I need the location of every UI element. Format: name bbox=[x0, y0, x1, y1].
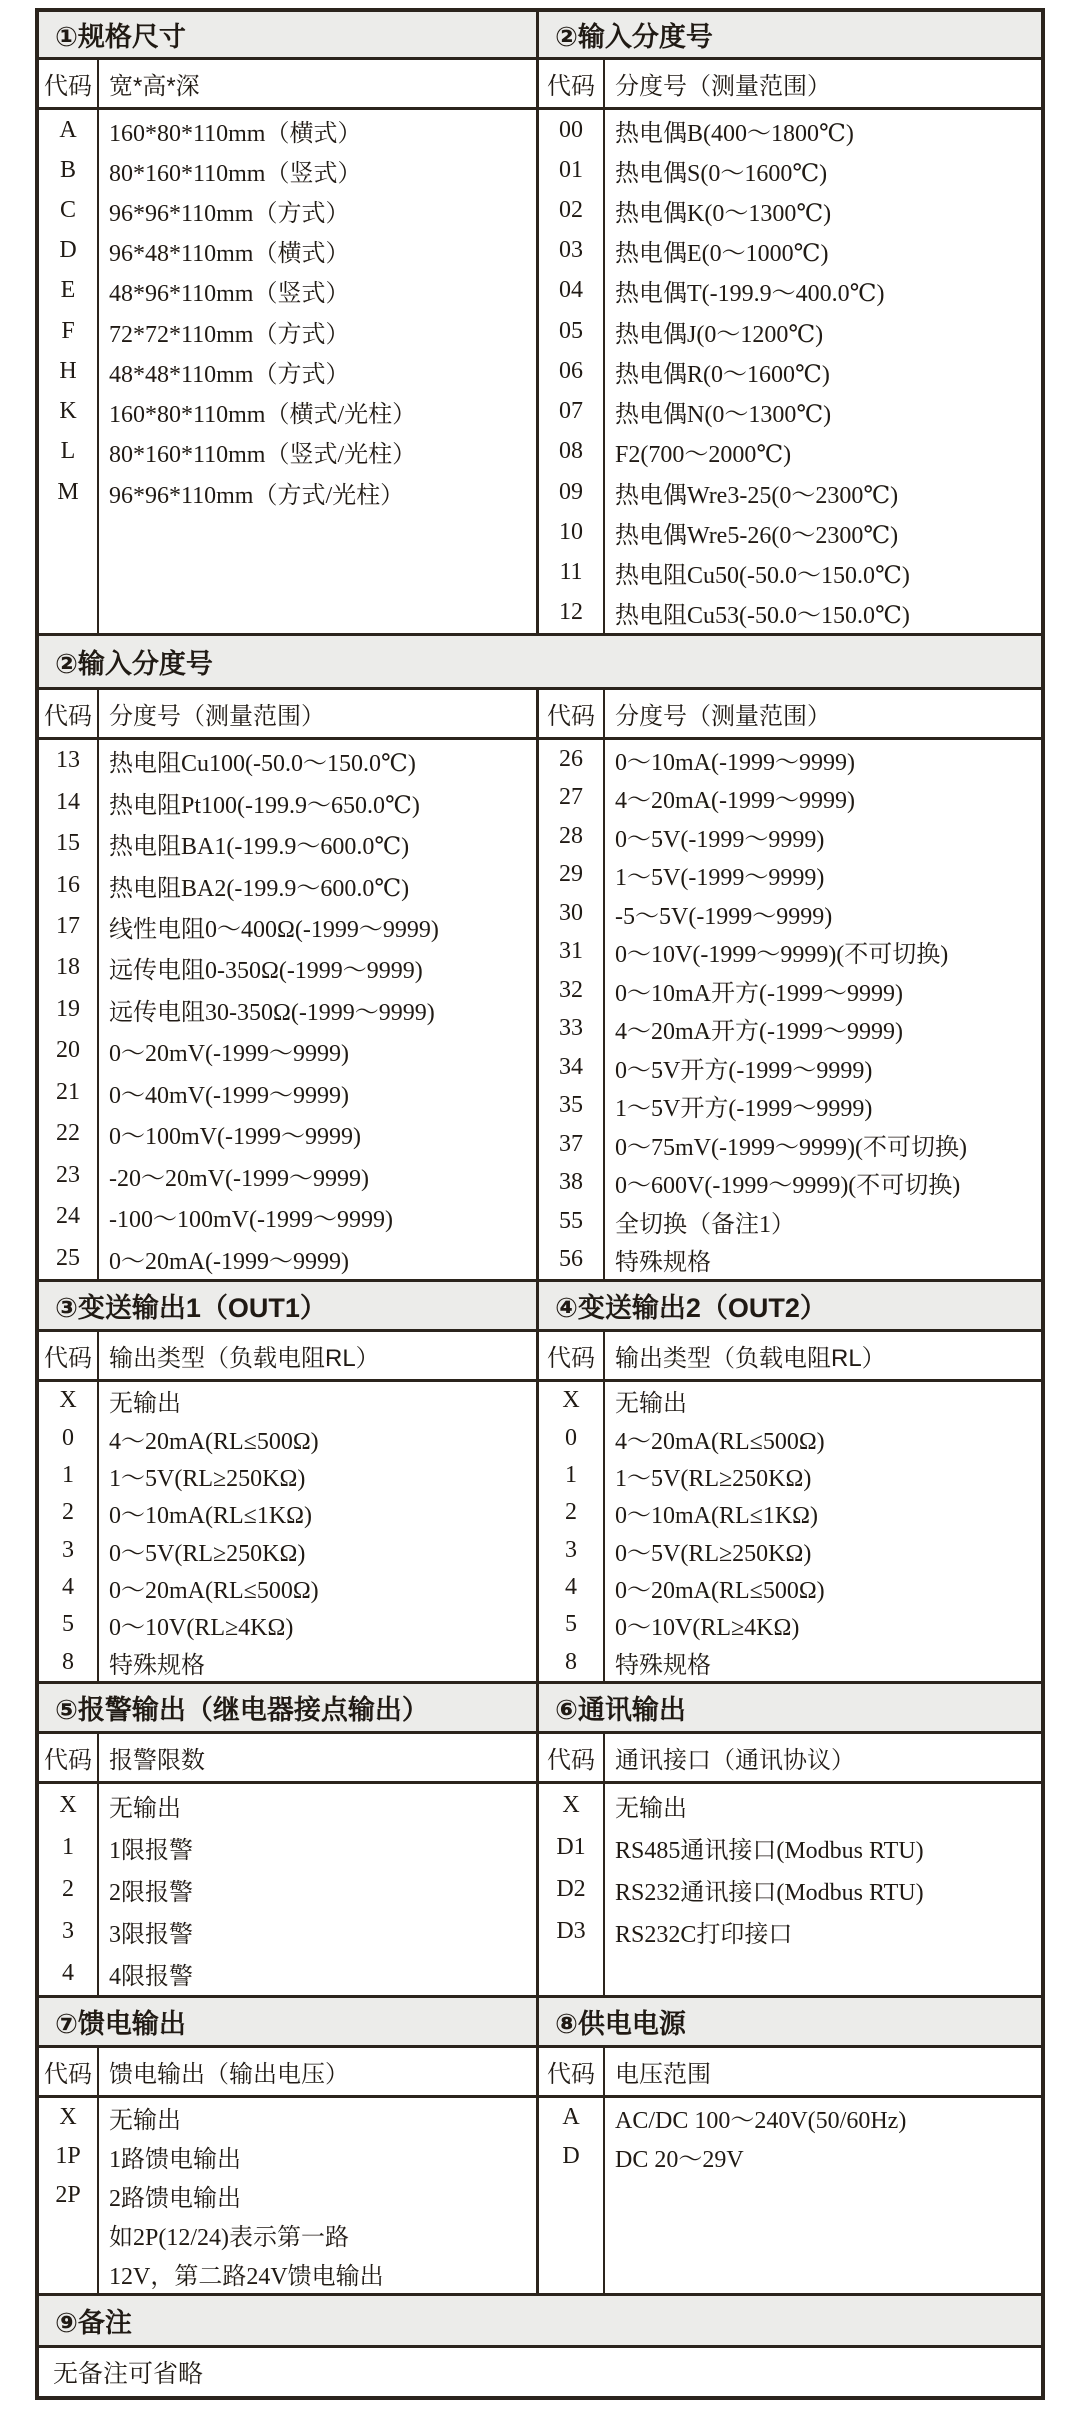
row-desc: 1限报警 bbox=[109, 1837, 193, 1864]
row-code: 06 bbox=[559, 357, 583, 384]
row-desc: 热电阻Cu100(-50.0～150.0℃) bbox=[109, 751, 416, 778]
row-desc: 热电偶T(-199.9～400.0℃) bbox=[615, 281, 885, 308]
code-column-header: 代码 bbox=[39, 60, 97, 110]
row-desc: 96*48*110mm（横式） bbox=[109, 241, 350, 268]
row-desc: 热电偶R(0～1600℃) bbox=[615, 361, 830, 388]
row-desc: 48*96*110mm（竖式） bbox=[109, 281, 350, 308]
code-column bbox=[39, 1332, 99, 1681]
desc-column bbox=[99, 690, 536, 1279]
row-code: 1 bbox=[62, 1833, 74, 1860]
column-filler bbox=[605, 2176, 1041, 2293]
row-code: M bbox=[57, 478, 79, 505]
row-desc: F2(700～2000℃) bbox=[615, 442, 792, 469]
row-code: B bbox=[59, 156, 76, 183]
row-code: 8 bbox=[565, 1648, 577, 1675]
row-code: X bbox=[562, 1791, 580, 1818]
row-code: 4 bbox=[565, 1574, 577, 1601]
row-code: 0 bbox=[62, 1424, 74, 1451]
row-code: 22 bbox=[56, 1120, 80, 1147]
table-half-left bbox=[39, 690, 539, 1279]
row-desc: 特殊规格 bbox=[109, 1652, 205, 1679]
row-desc: RS232通讯接口(Modbus RTU) bbox=[615, 1879, 924, 1906]
row-code: 2 bbox=[62, 1875, 74, 1902]
code-column bbox=[39, 690, 99, 1279]
row-desc: 热电偶N(0～1300℃) bbox=[615, 402, 832, 429]
code-column-header: 代码 bbox=[539, 60, 603, 110]
code-column-header: 代码 bbox=[39, 1332, 97, 1382]
code-column bbox=[539, 2048, 605, 2293]
row-desc: 热电偶E(0～1000℃) bbox=[615, 241, 829, 268]
row-desc: 0～10V(RL≥4KΩ) bbox=[615, 1615, 800, 1642]
desc-column bbox=[605, 2048, 1041, 2293]
row-desc: 96*96*110mm（方式/光柱） bbox=[109, 482, 405, 509]
section-9-split-header bbox=[39, 1998, 1041, 2048]
section-8-split-body bbox=[39, 1734, 1041, 1998]
section-header-right: ④变送输出2（OUT2） bbox=[539, 1282, 1041, 1329]
row-code: 23 bbox=[56, 1161, 80, 1188]
row-desc: 0～20mA(RL≤500Ω) bbox=[109, 1578, 319, 1605]
desc-column bbox=[605, 60, 1041, 633]
row-desc: 1～5V开方(-1999～9999) bbox=[615, 1096, 873, 1123]
row-desc: 全切换（备注1） bbox=[615, 1211, 795, 1238]
row-code: 34 bbox=[559, 1053, 583, 1080]
table-half-left bbox=[39, 60, 539, 633]
row-desc: AC/DC 100～240V(50/60Hz) bbox=[615, 2108, 907, 2134]
row-desc: 热电偶Wre5-26(0～2300℃) bbox=[615, 522, 899, 549]
row-code: X bbox=[59, 1387, 77, 1414]
row-desc: 热电阻BA2(-199.9～600.0℃) bbox=[109, 875, 410, 902]
row-desc: 3限报警 bbox=[109, 1922, 193, 1949]
row-code: 08 bbox=[559, 438, 583, 465]
row-desc: 12V，第二路24V馈电输出 bbox=[109, 2264, 384, 2290]
row-code: 56 bbox=[559, 1246, 583, 1273]
row-desc: 4～20mA开方(-1999～9999) bbox=[615, 1019, 903, 1046]
desc-column-header: 分度号（测量范围） bbox=[99, 690, 536, 740]
section-3-full-header bbox=[39, 636, 1041, 690]
row-desc: 无输出 bbox=[615, 1795, 687, 1822]
row-code: X bbox=[59, 1791, 77, 1818]
desc-column bbox=[605, 1734, 1041, 1995]
row-desc: 4～20mA(RL≤500Ω) bbox=[615, 1428, 825, 1455]
row-code: A bbox=[562, 2104, 580, 2130]
row-desc: 热电阻Pt100(-199.9～650.0℃) bbox=[109, 792, 420, 819]
row-code: 07 bbox=[559, 398, 583, 425]
row-code bbox=[39, 2215, 97, 2254]
row-desc: 1路馈电输出 bbox=[109, 2147, 241, 2173]
row-desc: 热电偶J(0～1200℃) bbox=[615, 321, 824, 348]
row-code: D2 bbox=[556, 1875, 586, 1902]
desc-column-header: 输出类型（负载电阻RL） bbox=[605, 1332, 1041, 1382]
row-desc: 热电偶S(0～1600℃) bbox=[615, 160, 828, 187]
row-desc: 线性电阻0～400Ω(-1999～9999) bbox=[109, 917, 439, 944]
table-half-right bbox=[539, 690, 1041, 1279]
row-desc: 0～20mV(-1999～9999) bbox=[109, 1041, 349, 1068]
row-desc: 0～100mV(-1999～9999) bbox=[109, 1124, 361, 1151]
section-4-split-body bbox=[39, 690, 1041, 1282]
code-column bbox=[39, 60, 99, 633]
section-10-split-body bbox=[39, 2048, 1041, 2296]
row-desc: 无输出 bbox=[615, 1391, 687, 1418]
row-desc: 160*80*110mm（横式/光柱） bbox=[109, 402, 417, 429]
section-header-right: ⑧供电电源 bbox=[539, 1998, 1041, 2045]
section-header-full: ②输入分度号 bbox=[39, 636, 1041, 687]
row-desc: 96*96*110mm（方式） bbox=[109, 201, 350, 228]
row-desc: RS232C打印接口 bbox=[615, 1922, 793, 1949]
section-11-full-header bbox=[39, 2296, 1041, 2348]
table-half-left bbox=[39, 1332, 539, 1681]
row-code: 5 bbox=[565, 1611, 577, 1638]
row-code: 4 bbox=[62, 1574, 74, 1601]
row-desc: 0～600V(-1999～9999)(不可切换) bbox=[615, 1173, 961, 1200]
row-code: 28 bbox=[559, 822, 583, 849]
row-desc: 2路馈电输出 bbox=[109, 2186, 241, 2212]
row-code: 32 bbox=[559, 976, 583, 1003]
row-code: 25 bbox=[56, 1244, 80, 1271]
row-code: 55 bbox=[559, 1207, 583, 1234]
code-column-header: 代码 bbox=[539, 2048, 603, 2098]
row-desc: 0～40mV(-1999～9999) bbox=[109, 1082, 349, 1109]
table-half-left bbox=[39, 1734, 539, 1995]
code-column-header: 代码 bbox=[39, 690, 97, 740]
row-desc: 热电阻BA1(-199.9～600.0℃) bbox=[109, 834, 410, 861]
row-code bbox=[39, 2254, 97, 2293]
row-code: 1P bbox=[55, 2143, 81, 2169]
row-code: 29 bbox=[559, 861, 583, 888]
row-desc: 0～5V(RL≥250KΩ) bbox=[109, 1540, 306, 1567]
row-code: 04 bbox=[559, 277, 583, 304]
row-desc: 热电阻Cu50(-50.0～150.0℃) bbox=[615, 563, 910, 590]
row-code: 14 bbox=[56, 788, 80, 815]
code-column-header: 代码 bbox=[539, 690, 603, 740]
remark-row: 无备注可省略 bbox=[39, 2348, 1041, 2396]
row-code: L bbox=[60, 438, 76, 465]
section-header-full: ⑨备注 bbox=[39, 2296, 1041, 2345]
row-code: 15 bbox=[56, 830, 80, 857]
desc-column-header: 报警限数 bbox=[99, 1734, 536, 1784]
row-desc: 0～5V(RL≥250KΩ) bbox=[615, 1540, 812, 1567]
row-desc: 72*72*110mm（方式） bbox=[109, 321, 350, 348]
row-code: 20 bbox=[56, 1037, 80, 1064]
row-code: 37 bbox=[559, 1130, 583, 1157]
row-desc: 0～10mA(RL≤1KΩ) bbox=[615, 1503, 818, 1530]
row-desc: 48*48*110mm（方式） bbox=[109, 361, 350, 388]
row-desc: 0～10V(-1999～9999)(不可切换) bbox=[615, 942, 949, 969]
row-desc: 如2P(12/24)表示第一路 bbox=[109, 2225, 349, 2251]
row-code: 0 bbox=[565, 1424, 577, 1451]
section-12-full-row bbox=[39, 2348, 1041, 2396]
section-header-right: ⑥通讯输出 bbox=[539, 1684, 1041, 1731]
row-code: 1 bbox=[62, 1461, 74, 1488]
row-desc: -20～20mV(-1999～9999) bbox=[109, 1165, 369, 1192]
row-code: X bbox=[562, 1387, 580, 1414]
row-code: 26 bbox=[559, 745, 583, 772]
row-code: K bbox=[59, 398, 77, 425]
row-desc: 特殊规格 bbox=[615, 1250, 711, 1277]
row-desc: 0～20mA(RL≤500Ω) bbox=[615, 1578, 825, 1605]
desc-column-header: 宽*高*深 bbox=[99, 60, 536, 110]
row-desc: 远传电阻0-350Ω(-1999～9999) bbox=[109, 958, 423, 985]
desc-column-header: 分度号（测量范围） bbox=[605, 60, 1041, 110]
row-desc: 4限报警 bbox=[109, 1964, 193, 1991]
row-code: 02 bbox=[559, 197, 583, 224]
table-half-right bbox=[539, 2048, 1041, 2293]
row-code: 8 bbox=[62, 1648, 74, 1675]
row-code: 3 bbox=[62, 1536, 74, 1563]
row-desc: 1～5V(-1999～9999) bbox=[615, 865, 825, 892]
desc-column bbox=[605, 690, 1041, 1279]
ordering-code-table bbox=[35, 8, 1045, 2400]
desc-column bbox=[99, 60, 536, 633]
row-code: 21 bbox=[56, 1078, 80, 1105]
row-desc: 0～5V(-1999～9999) bbox=[615, 826, 825, 853]
row-desc: 1～5V(RL≥250KΩ) bbox=[615, 1465, 812, 1492]
row-desc: 0～10mA(RL≤1KΩ) bbox=[109, 1503, 312, 1530]
row-code: C bbox=[59, 197, 76, 224]
desc-column bbox=[99, 2048, 536, 2293]
desc-column-header: 电压范围 bbox=[605, 2048, 1041, 2098]
code-column-header: 代码 bbox=[39, 2048, 97, 2098]
row-code: D3 bbox=[556, 1918, 586, 1945]
row-desc: 远传电阻30-350Ω(-1999～9999) bbox=[109, 999, 435, 1026]
row-desc: 无输出 bbox=[109, 2108, 181, 2134]
section-6-split-body bbox=[39, 1332, 1041, 1684]
row-code: 5 bbox=[62, 1611, 74, 1638]
row-desc: 0～5V开方(-1999～9999) bbox=[615, 1057, 873, 1084]
row-desc: 80*160*110mm（竖式/光柱） bbox=[109, 442, 417, 469]
row-desc: RS485通讯接口(Modbus RTU) bbox=[615, 1837, 924, 1864]
section-header-left: ⑦馈电输出 bbox=[39, 1998, 539, 2045]
row-code: 24 bbox=[56, 1203, 80, 1230]
row-desc: 1～5V(RL≥250KΩ) bbox=[109, 1465, 306, 1492]
row-code: 10 bbox=[559, 518, 583, 545]
code-column-header: 代码 bbox=[539, 1734, 603, 1784]
table-half-right bbox=[539, 1332, 1041, 1681]
code-column bbox=[539, 690, 605, 1279]
row-code: 17 bbox=[56, 913, 80, 940]
row-desc: 4～20mA(RL≤500Ω) bbox=[109, 1428, 319, 1455]
row-code: D bbox=[562, 2143, 580, 2169]
column-filler bbox=[539, 2176, 603, 2293]
desc-column-header: 通讯接口（通讯协议） bbox=[605, 1734, 1041, 1784]
column-filler bbox=[99, 512, 536, 633]
column-filler bbox=[605, 1953, 1041, 1995]
section-header-left: ①规格尺寸 bbox=[39, 12, 539, 57]
row-desc: 2限报警 bbox=[109, 1879, 193, 1906]
row-code: 31 bbox=[559, 938, 583, 965]
row-desc: 0～10V(RL≥4KΩ) bbox=[109, 1615, 294, 1642]
row-code: 13 bbox=[56, 747, 80, 774]
section-header-right: ②输入分度号 bbox=[539, 12, 1041, 57]
column-filler bbox=[539, 1953, 603, 1995]
row-desc: -5～5V(-1999～9999) bbox=[615, 903, 833, 930]
desc-column-header: 分度号（测量范围） bbox=[605, 690, 1041, 740]
row-code: E bbox=[60, 277, 76, 304]
code-column bbox=[539, 60, 605, 633]
row-code: 3 bbox=[62, 1918, 74, 1945]
row-desc: 热电偶K(0～1300℃) bbox=[615, 201, 832, 228]
row-code: 12 bbox=[559, 599, 583, 626]
row-desc: 热电阻Cu53(-50.0～150.0℃) bbox=[615, 603, 910, 630]
row-desc: 无输出 bbox=[109, 1391, 181, 1418]
row-desc: 4～20mA(-1999～9999) bbox=[615, 788, 855, 815]
row-desc: 0～75mV(-1999～9999)(不可切换) bbox=[615, 1134, 967, 1161]
row-code: 4 bbox=[62, 1960, 74, 1987]
code-column-header: 代码 bbox=[39, 1734, 97, 1784]
row-code: 33 bbox=[559, 1015, 583, 1042]
desc-column-header: 馈电输出（输出电压） bbox=[99, 2048, 536, 2098]
row-desc: 特殊规格 bbox=[615, 1652, 711, 1679]
column-filler bbox=[39, 512, 97, 633]
section-header-left: ⑤报警输出（继电器接点输出） bbox=[39, 1684, 539, 1731]
section-1-split-header bbox=[39, 12, 1041, 60]
code-column bbox=[539, 1332, 605, 1681]
desc-column bbox=[605, 1332, 1041, 1681]
row-code: 1 bbox=[565, 1461, 577, 1488]
row-code: 00 bbox=[559, 116, 583, 143]
row-code: 38 bbox=[559, 1169, 583, 1196]
row-code: 35 bbox=[559, 1092, 583, 1119]
row-code: 05 bbox=[559, 317, 583, 344]
table-half-right bbox=[539, 60, 1041, 633]
desc-column bbox=[99, 1332, 536, 1681]
row-code: 09 bbox=[559, 478, 583, 505]
row-code: 16 bbox=[56, 871, 80, 898]
row-code: 2P bbox=[55, 2182, 81, 2208]
row-desc: 80*160*110mm（竖式） bbox=[109, 160, 362, 187]
row-desc: 0～10mA开方(-1999～9999) bbox=[615, 980, 903, 1007]
row-code: 3 bbox=[565, 1536, 577, 1563]
row-code: D bbox=[59, 237, 77, 264]
table-half-right bbox=[539, 1734, 1041, 1995]
section-2-split-body bbox=[39, 60, 1041, 636]
row-desc: -100～100mV(-1999～9999) bbox=[109, 1207, 393, 1234]
row-code: 19 bbox=[56, 995, 80, 1022]
row-code: 2 bbox=[565, 1499, 577, 1526]
section-7-split-header bbox=[39, 1684, 1041, 1734]
row-code: 11 bbox=[559, 559, 583, 586]
code-column-header: 代码 bbox=[539, 1332, 603, 1382]
row-desc: 热电偶B(400～1800℃) bbox=[615, 120, 854, 147]
row-code: A bbox=[59, 116, 77, 143]
section-5-split-header bbox=[39, 1282, 1041, 1332]
desc-column bbox=[99, 1734, 536, 1995]
row-code: 27 bbox=[559, 784, 583, 811]
row-code: 30 bbox=[559, 899, 583, 926]
row-desc: 0～10mA(-1999～9999) bbox=[615, 749, 855, 776]
code-column bbox=[39, 2048, 99, 2293]
row-desc: DC 20～29V bbox=[615, 2147, 744, 2173]
row-code: 03 bbox=[559, 237, 583, 264]
row-code: 18 bbox=[56, 954, 80, 981]
row-code: D1 bbox=[556, 1833, 586, 1860]
row-code: F bbox=[61, 317, 75, 344]
row-code: H bbox=[59, 357, 77, 384]
section-header-left: ③变送输出1（OUT1） bbox=[39, 1282, 539, 1329]
desc-column-header: 输出类型（负载电阻RL） bbox=[99, 1332, 536, 1382]
row-code: X bbox=[59, 2104, 77, 2130]
table-half-left bbox=[39, 2048, 539, 2293]
row-desc: 热电偶Wre3-25(0～2300℃) bbox=[615, 482, 899, 509]
row-desc: 0～20mA(-1999～9999) bbox=[109, 1248, 349, 1275]
code-column bbox=[539, 1734, 605, 1995]
row-desc: 160*80*110mm（横式） bbox=[109, 120, 362, 147]
code-column bbox=[39, 1734, 99, 1995]
row-code: 01 bbox=[559, 156, 583, 183]
row-code: 2 bbox=[62, 1499, 74, 1526]
row-desc: 无输出 bbox=[109, 1795, 181, 1822]
